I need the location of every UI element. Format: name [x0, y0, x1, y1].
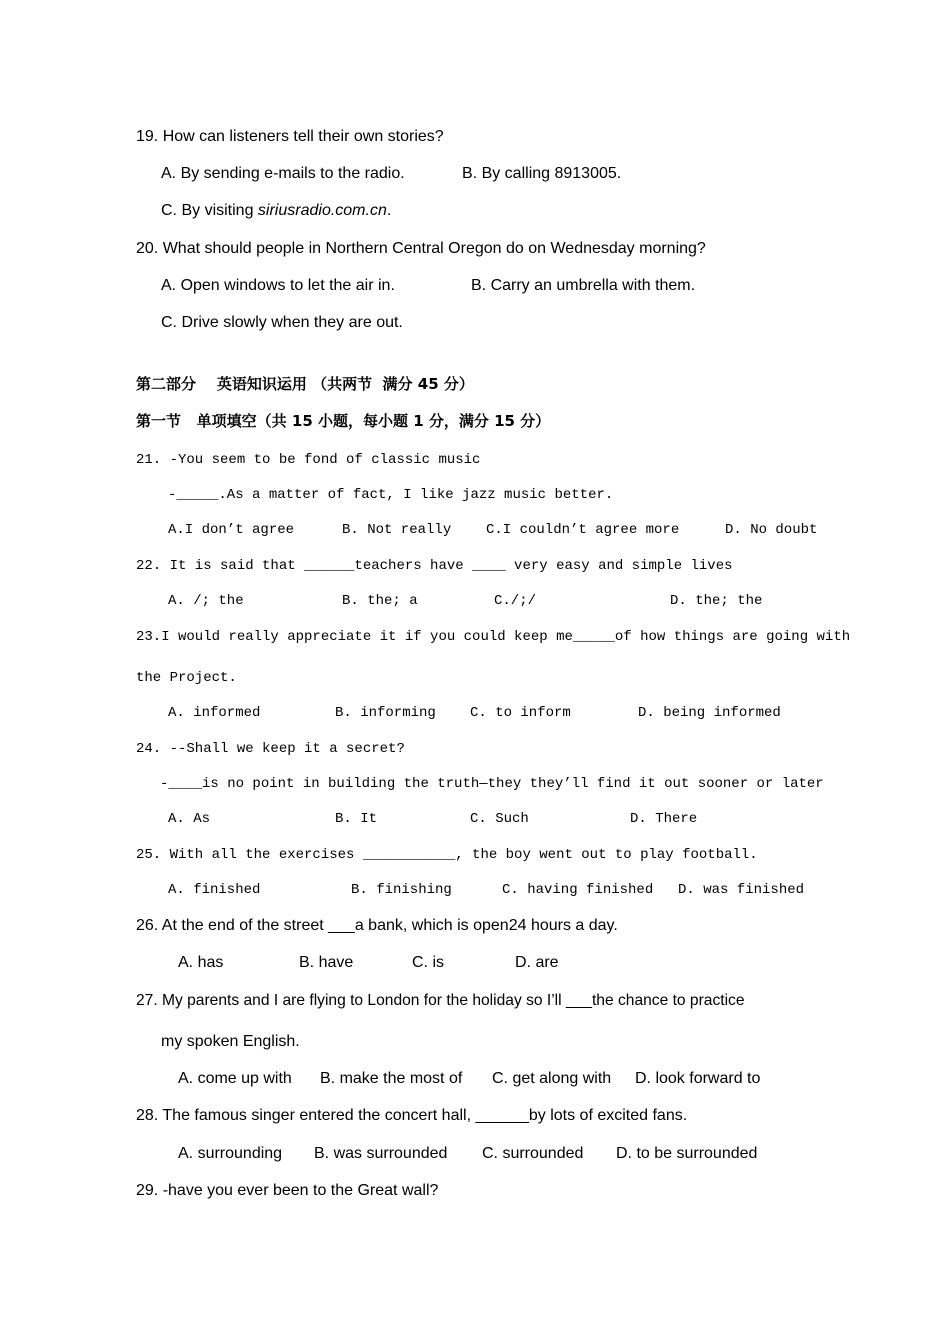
q27-option-c: C. get along with [492, 1070, 612, 1087]
q24-option-d: D. There [630, 811, 698, 827]
q20-stem: 20. What should people in Northern Central Oregon do on Wednesday morning? [136, 240, 706, 257]
q22-option-d: D. the; the [670, 593, 763, 609]
q27-option-d: D. look forward to [635, 1070, 761, 1087]
q28-option-d: D. to be surrounded [616, 1145, 758, 1162]
q22-stem: 22. It is said that ______teachers have ____ very easy and simple lives [136, 558, 733, 574]
q24-option-c: C. Such [470, 811, 529, 827]
q21-option-c: C.I couldn’t agree more [486, 522, 680, 538]
q19-website: siriusradio.com.cn [257, 202, 387, 219]
part2-heading: 第二部分 英语知识运用 （共两节 满分 45 分） [136, 375, 474, 393]
q26-option-d: D. are [515, 954, 559, 971]
section1-heading: 第一节 单项填空（共 15 小题，每小题 1 分，满分 15 分） [136, 412, 551, 430]
q21-option-b: B. Not really [342, 522, 452, 538]
q21-option-a: A.I don’t agree [168, 522, 295, 538]
q25-option-b: B. finishing [351, 882, 452, 898]
q23-option-c: C. to inform [470, 705, 571, 721]
q23-option-d: D. being informed [638, 705, 781, 721]
q22-option-c: C./;/ [494, 593, 537, 609]
q23-stem-continued: the Project. [136, 670, 237, 686]
q26-option-a: A. has [178, 954, 224, 971]
q21-option-d: D. No doubt [725, 522, 818, 538]
q25-option-c: C. having finished [502, 882, 654, 898]
q20-option-c: C. Drive slowly when they are out. [161, 314, 403, 331]
q25-option-a: A. finished [168, 882, 261, 898]
q19-option-c [161, 203, 391, 219]
q21-reply: -_____.As a matter of fact, I like jazz music better. [168, 487, 614, 503]
q27-option-a: A. come up with [178, 1070, 292, 1087]
q24-option-a: A. As [168, 811, 211, 827]
q19-option-a: A. By sending e-mails to the radio. [161, 165, 405, 182]
q24-reply: -____is no point in building the truth—they they’ll find it out sooner or later [160, 776, 824, 792]
q28-option-b: B. was surrounded [314, 1145, 448, 1162]
q19-option-b: B. By calling 8913005. [462, 165, 622, 182]
q19-option-c-suffix: . [386, 202, 392, 219]
q19-option-c-prefix: C. By visiting [161, 202, 258, 219]
q27-stem-continued: my spoken English. [161, 1033, 300, 1050]
q26-option-b: B. have [299, 954, 354, 971]
q24-option-b: B. It [335, 811, 378, 827]
q28-stem: 28. The famous singer entered the concert hall, ______by lots of excited fans. [136, 1107, 688, 1124]
q27-stem: 27. My parents and I are flying to London for the holiday so I’ll ___the chance to practice [136, 992, 745, 1009]
q26-stem: 26. At the end of the street ___a bank, which is open24 hours a day. [136, 917, 618, 934]
q25-stem: 25. With all the exercises ___________, the boy went out to play football. [136, 847, 758, 863]
q24-stem: 24. --Shall we keep it a secret? [136, 741, 405, 757]
q23-option-a: A. informed [168, 705, 261, 721]
q29-stem: 29. -have you ever been to the Great wall? [136, 1182, 439, 1199]
q23-stem: 23.I would really appreciate it if you could keep me_____of how things are going with [136, 629, 851, 645]
q21-stem: 21. -You seem to be fond of classic music [136, 452, 481, 468]
q20-option-a: A. Open windows to let the air in. [161, 277, 395, 294]
q22-option-b: B. the; a [342, 593, 418, 609]
q19-stem: 19. How can listeners tell their own stories? [136, 128, 444, 145]
q20-option-b: B. Carry an umbrella with them. [471, 277, 696, 294]
q23-option-b: B. informing [335, 705, 436, 721]
q27-option-b: B. make the most of [320, 1070, 463, 1087]
q28-option-c: C. surrounded [482, 1145, 584, 1162]
q25-option-d: D. was finished [678, 882, 805, 898]
q26-option-c: C. is [412, 954, 444, 971]
q28-option-a: A. surrounding [178, 1145, 283, 1162]
q22-option-a: A. /; the [168, 593, 244, 609]
